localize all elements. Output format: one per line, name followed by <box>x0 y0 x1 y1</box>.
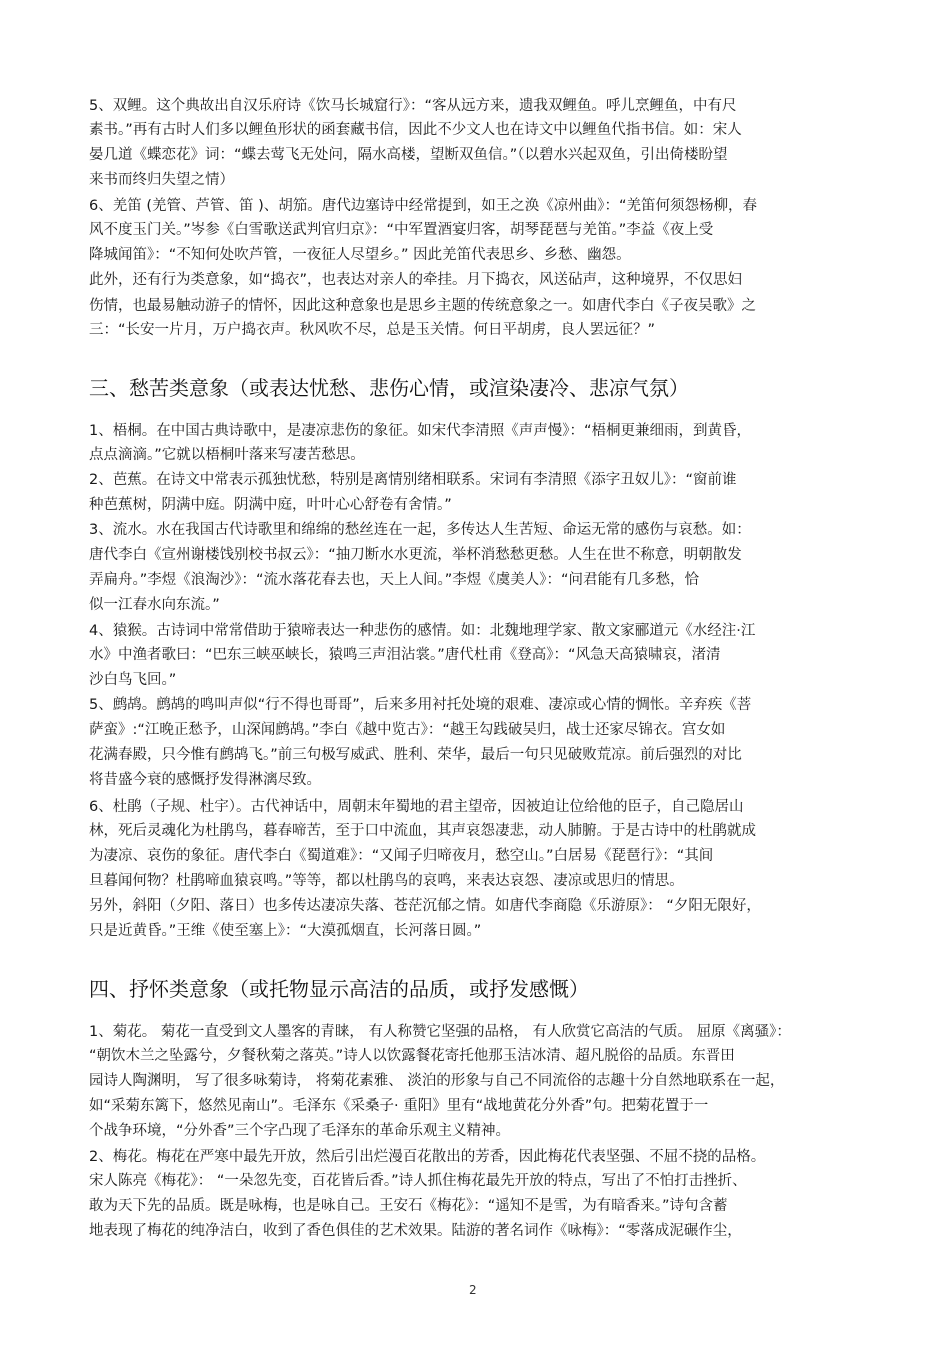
paragraph-line: 6、杜鹃（子规、杜宇）。古代神话中，周朝末年蜀地的君主望帝，因被迫让位给他的臣子，自己隐居山 <box>89 799 744 815</box>
paragraph-line: 此外，还有行为类意象，如“捣衣”，也表达对亲人的牵挂。月下捣衣，风送砧声，这种境界，不仅思妇 <box>89 272 743 288</box>
paragraph-line: 1、菊花。 菊花一直受到文人墨客的青睐， 有人称赞它坚强的品格， 有人欣赏它高洁的气质。 屈原《离骚》： <box>89 1024 791 1040</box>
paragraph-line: 林，死后灵魂化为杜鹃鸟，暮春啼苦，至于口中流血，其声哀怨凄悲，动人肺腑。于是古诗中的杜鹃就成 <box>89 823 756 839</box>
paragraph-line: 花满春殿，只今惟有鹧鸪飞。”前三句极写威武、胜利、荣华，最后一句只见破败荒凉。前后强烈的对比 <box>89 747 742 763</box>
paragraph-line: 园诗人陶渊明， 写了很多咏菊诗， 将菊花素雅、 淡泊的形象与自己不同流俗的志趣十分自然地联系在一起， <box>89 1073 785 1089</box>
paragraph-line: 种芭蕉树，阴满中庭。阴满中庭，叶叶心心舒卷有舍情。” <box>89 497 452 513</box>
paragraph-line: 6、羌笛 (羌管、芦管、笛 )、胡笳。唐代边塞诗中经常提到，如王之涣《凉州曲》：“羌笛何须怨杨柳，春 <box>89 198 758 214</box>
paragraph-line: 晏几道《蝶恋花》词：“蝶去莺飞无处问，隔水高楼，望断双鱼信。”（以碧水兴起双鱼，引出倚楼盼望 <box>89 147 728 163</box>
paragraph-line: 1、梧桐。在中国古典诗歌中，是凄凉悲伤的象征。如宋代李清照《声声慢》：“梧桐更兼细雨，到黄昏， <box>89 423 751 439</box>
paragraph-line: 降城闻笛》：“不知何处吹芦管，一夜征人尽望乡。” 因此羌笛代表思乡、乡愁、幽怨。 <box>89 247 631 263</box>
paragraph-line: 个战争环境，“分外香”三个字凸现了毛泽东的革命乐观主义精神。 <box>89 1123 511 1139</box>
paragraph-line: 似一江春水向东流。” <box>89 597 220 613</box>
paragraph-line: 2、芭蕉。在诗文中常表示孤独忧愁，特别是离情别绪相联系。宋词有李清照《添字丑奴儿》：“窗前谁 <box>89 472 737 488</box>
paragraph-line: 4、猿猴。古诗词中常常借助于猿啼表达一种悲伤的感情。如：北魏地理学家、散文家郦道元《水经注·江 <box>89 623 756 639</box>
paragraph-line: 将昔盛今衰的感慨抒发得淋漓尽致。 <box>89 772 321 788</box>
paragraph-line: 敢为天下先的品质。既是咏梅，也是咏自己。王安石《梅花》：“遥知不是雪，为有暗香来。”诗句含蓄 <box>89 1198 728 1214</box>
paragraph-line: 三：“长安一片月，万户捣衣声。秋风吹不尽，总是玉关情。何日平胡虏，良人罢远征？” <box>89 322 656 338</box>
paragraph-line: 为凄凉、哀伤的象征。唐代李白《蜀道难》：“又闻子归啼夜月，愁空山。”白居易《琵琶行》：“其间 <box>89 848 714 864</box>
paragraph-line: 只是近黄昏。”王维《使至塞上》：“大漠孤烟直，长河落日圆。” <box>89 923 482 939</box>
paragraph-line: 旦暮闻何物？杜鹃啼血猿哀鸣。”等等，都以杜鹃鸟的哀鸣，来表达哀怨、凄凉或思归的情思。 <box>89 873 684 889</box>
section-heading: 三、愁苦类意象（或表达忧愁、悲伤心情，或渲染凄冷、悲凉气氛） <box>89 376 689 400</box>
paragraph-line: 萨蛮》:“江晚正愁予，山深闻鹧鸪。”李白《越中览古》：“越王勾践破吴归，战士还家尽锦衣。宫女如 <box>89 722 726 738</box>
paragraph-line: 宋人陈亮《梅花》： “一朵忽先变，百花皆后香。”诗人抓住梅花最先开放的特点，写出了不怕打击挫折、 <box>89 1173 747 1189</box>
paragraph-line: 5、鹧鸪。鹧鸪的鸣叫声似“行不得也哥哥”，后来多用衬托处境的艰难、凄凉或心情的惆怅。辛弃疾《菩 <box>89 697 752 713</box>
paragraph-line: 另外，斜阳（夕阳、落日）也多传达凄凉失落、苍茫沉郁之情。如唐代李商隐《乐游原》： “夕阳无限好， <box>89 898 761 914</box>
paragraph-line: 如“采菊东篱下，悠然见南山”。毛泽东《采桑子· 重阳》里有“战地黄花分外香”句。把菊花置于一 <box>89 1098 709 1114</box>
paragraph-line: 伤情，也最易触动游子的情怀，因此这种意象也是思乡主题的传统意象之一。如唐代李白《子夜吴歌》之 <box>89 298 756 314</box>
section-heading: 四、抒怀类意象（或托物显示高洁的品质，或抒发感慨） <box>89 977 589 1001</box>
paragraph-line: 水》中渔者歌曰：“巴东三峡巫峡长，猿鸣三声泪沾裳。”唐代杜甫《登高》：“风急天高猿啸哀，渚清 <box>89 647 721 663</box>
paragraph-line: 3、流水。水在我国古代诗歌里和绵绵的愁丝连在一起，多传达人生苦短、命运无常的感伤与哀愁。如： <box>89 522 751 538</box>
paragraph-line: 风不度玉门关。”岑参《白雪歌送武判官归京》：“中军置酒宴归客，胡琴琵琶与羌笛。”李益《夜上受 <box>89 222 714 238</box>
paragraph-line: 沙白鸟飞回。” <box>89 672 177 688</box>
paragraph-line: 唐代李白《宣州谢楼饯别校书叔云》：“抽刀断水水更流，举杯消愁愁更愁。人生在世不称意，明朝散发 <box>89 547 742 563</box>
page-number: 2 <box>469 1283 477 1297</box>
paragraph-line: 素书。”再有古时人们多以鲤鱼形状的函套藏书信，因此不少文人也在诗文中以鲤鱼代指书信。如：宋人 <box>89 122 742 138</box>
paragraph-line: 5、双鲤。这个典故出自汉乐府诗《饮马长城窟行》：“客从远方来，遗我双鲤鱼。呼儿烹鲤鱼，中有尺 <box>89 98 737 114</box>
paragraph-line: 弄扁舟。”李煜《浪淘沙》：“流水落花春去也，天上人间。”李煜《虞美人》：“问君能有几多愁，恰 <box>89 572 700 588</box>
paragraph-line: “朝饮木兰之坠露兮，夕餐秋菊之落英。”诗人以饮露餐花寄托他那玉洁冰清、超凡脱俗的品质。东晋田 <box>89 1048 735 1064</box>
paragraph-line: 来书而终归失望之情） <box>89 172 234 188</box>
paragraph-line: 2、梅花。梅花在严寒中最先开放，然后引出烂漫百花散出的芳香，因此梅花代表坚强、不屈不挠的品格。 <box>89 1149 766 1165</box>
paragraph-line: 点点滴滴。”它就以梧桐叶落来写凄苦愁思。 <box>89 447 365 463</box>
paragraph-line: 地表现了梅花的纯净洁白，收到了香色俱佳的艺术效果。陆游的著名词作《咏梅》：“零落成泥碾作尘， <box>89 1223 742 1239</box>
